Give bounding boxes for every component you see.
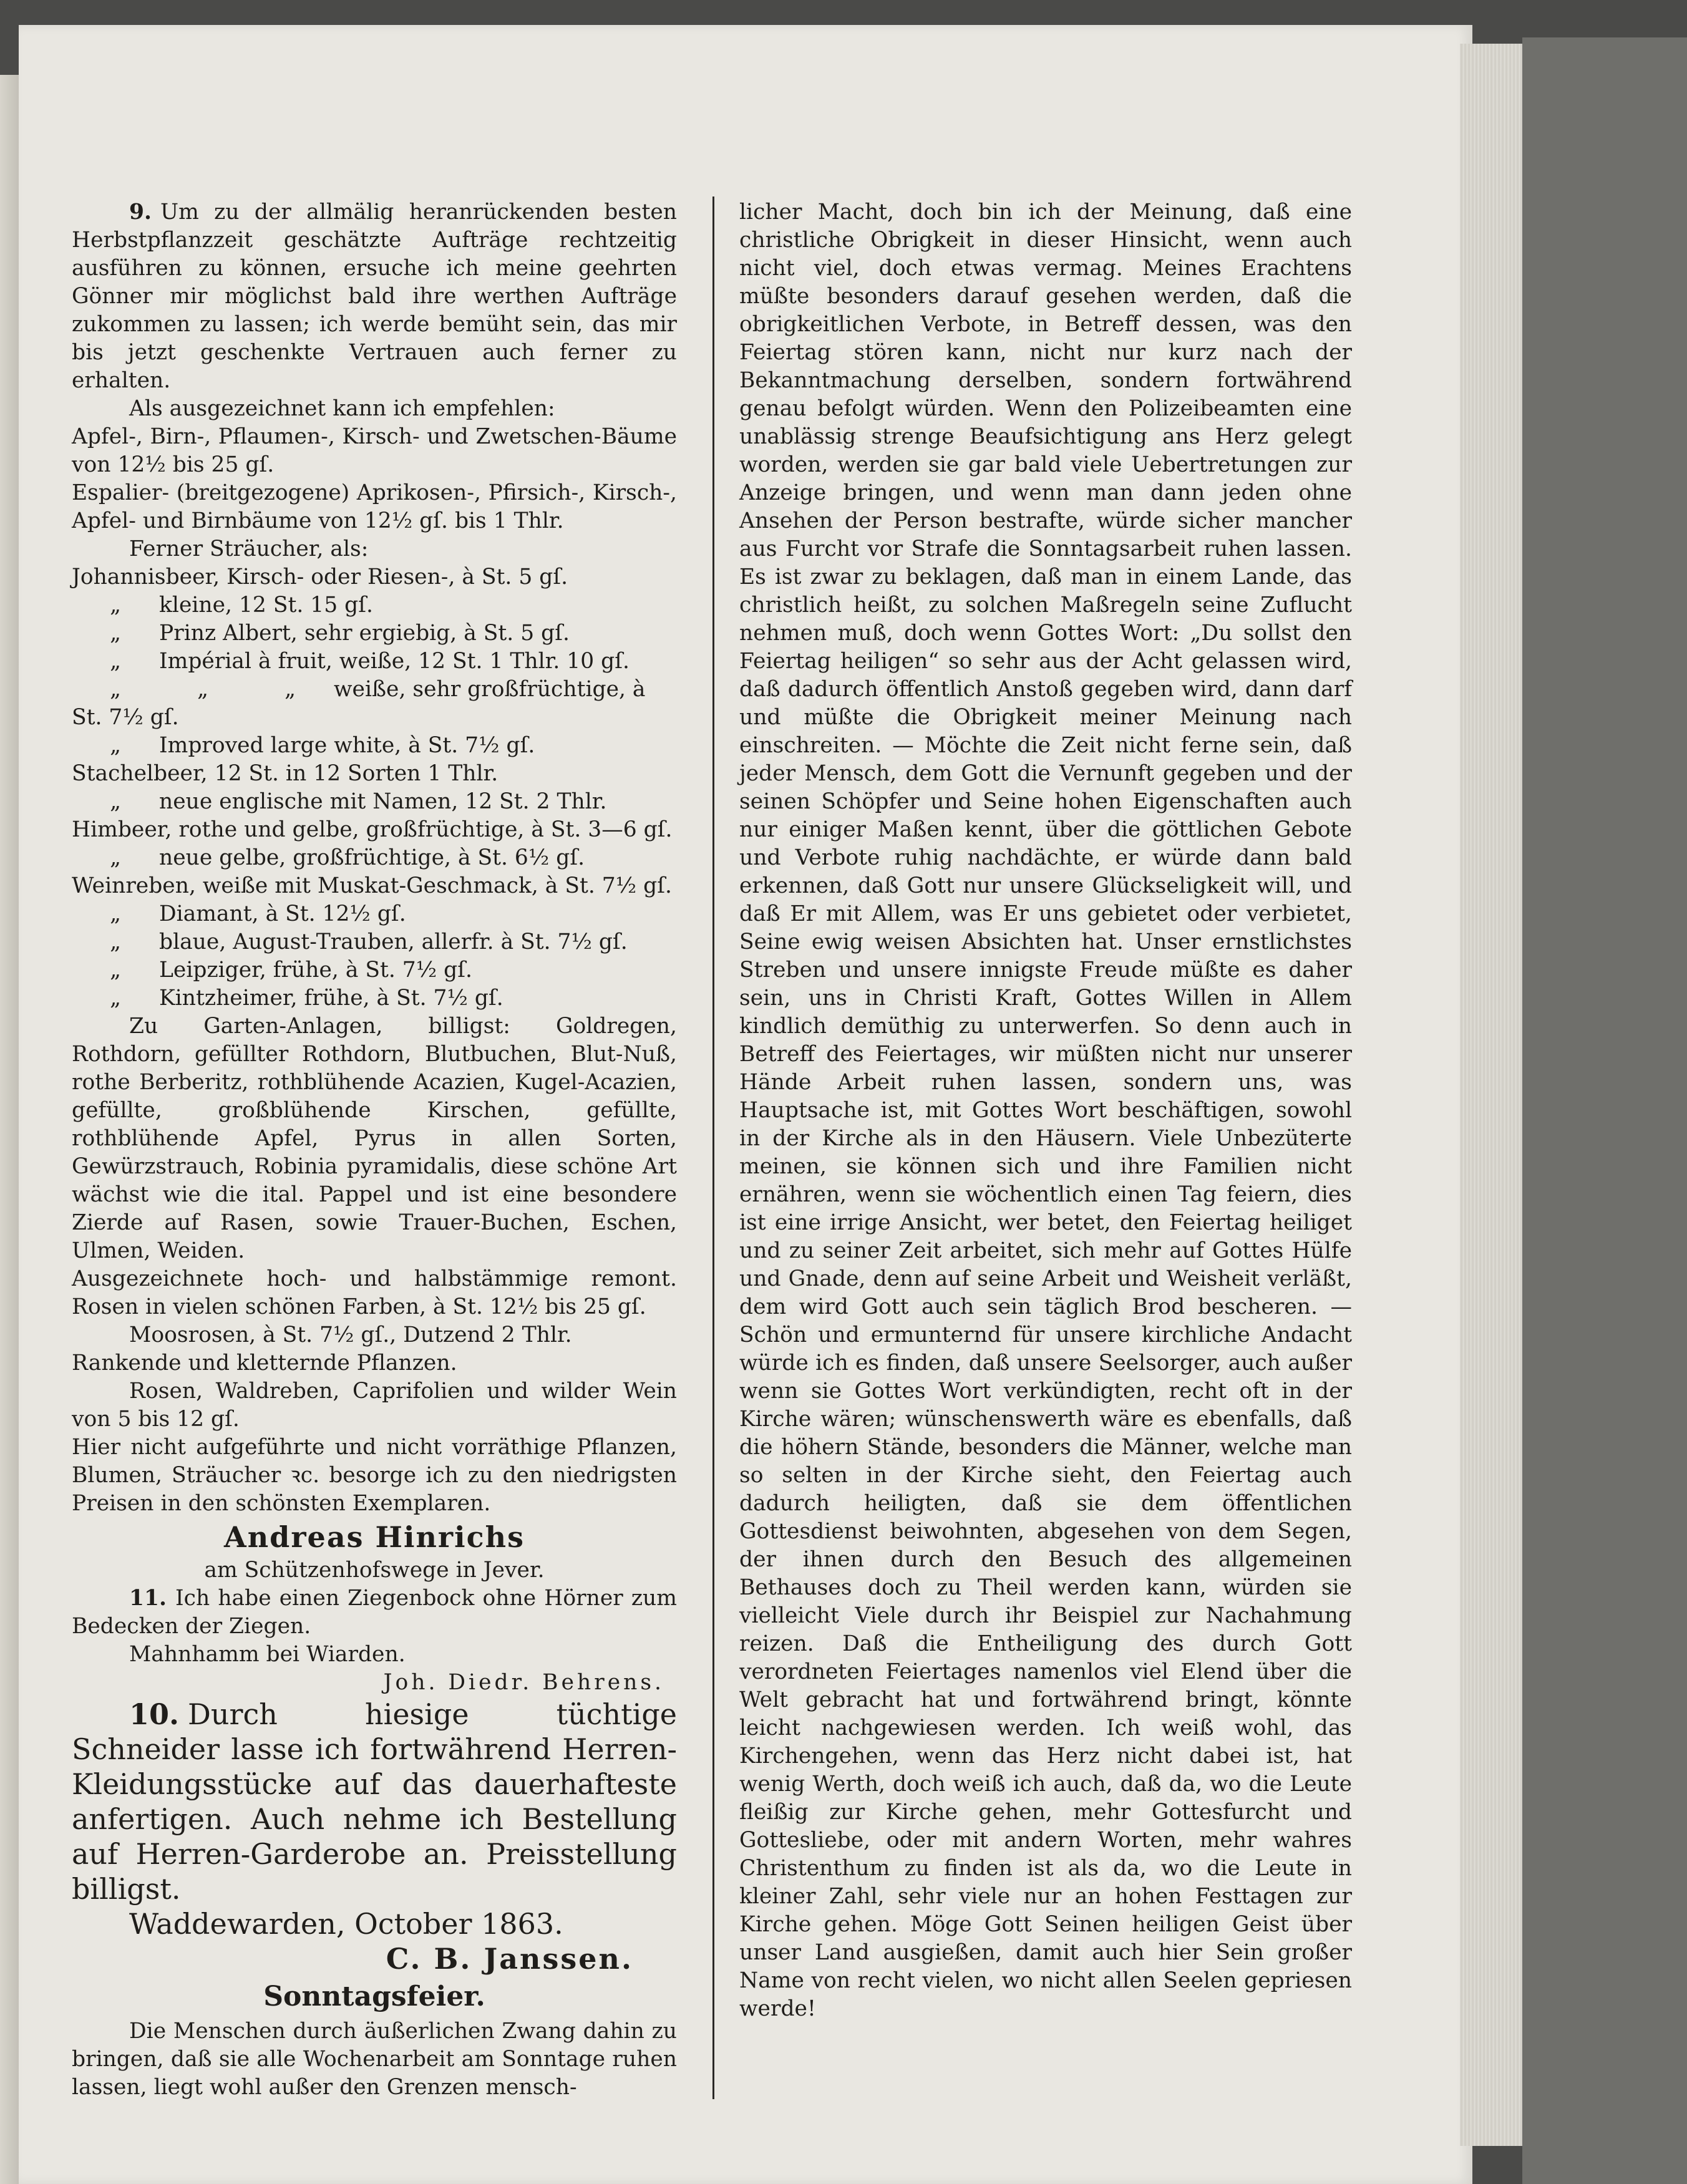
ad-11-place: Mahnhamm bei Wiarden. <box>129 1642 406 1667</box>
price-line: Weinreben, weiße mit Muskat-Geschmack, à St. 7½ gſ. <box>72 873 672 898</box>
price-line: „ Kintzheimer, frühe, à St. 7½ gſ. <box>110 986 503 1011</box>
ad-9-climbers: Rankende und kletternde Pflanzen. <box>72 1351 457 1376</box>
ad-9-intro: 9. Um zu der allmälig heranrückenden besten Herbstpflanzzeit geschätzte Aufträge rechtzeitig ausführen zu können, ersuche ich meine geehrten Gönner mir möglichst bald ihre werthen Aufträge zukommen zu lassen; ich werde bemüht sein, das mir bis jetzt geschenkte Vertrauen auch ferner zu erhalten. <box>72 200 677 393</box>
price-line: Stachelbeer, 12 St. in 12 Sorten 1 Thlr. <box>72 761 498 786</box>
ad-9-trees-1: Apfel-, Birn-, Pflaumen-, Kirsch- und Zwetschen-Bäume von 12½ bis 25 gſ. <box>72 424 677 477</box>
price-line: „ blaue, August-Trauben, allerfr. à St. 7½ gſ. <box>110 929 628 954</box>
price-line: „ neue englische mit Namen, 12 St. 2 Thlr. <box>110 789 607 814</box>
article-heading: Sonntagsfeier. <box>263 1981 485 2012</box>
book-cover <box>1522 37 1687 2184</box>
ad-10-place-date: Waddewarden, October 1863. <box>129 1907 563 1941</box>
ad-9-address: am Schützenhofswege in Jever. <box>204 1558 545 1583</box>
right-column <box>739 198 1352 2023</box>
price-line: „ Prinz Albert, sehr ergiebig, à St. 5 gſ. <box>110 621 570 646</box>
price-line: „ neue gelbe, großfrüchtige, à St. 6½ gſ. <box>110 845 585 870</box>
ad-9-gardens: Zu Garten-Anlagen, billigst: Goldregen, Rothdorn, gefüllter Rothdorn, Blutbuchen, Blut-Nuß, rothe Berberitz, rothblühende Acazien, Kugel-Acazien, gefüllte, großblühende Kirschen, gefüllte, rothblühende Apfel, Pyrus in allen Sorten, Gewürzstrauch, Robinia pyramidalis, diese schöne Art wächst wie die ital. Pappel und ist eine besondere Zierde auf Rasen, sowie Trauer-Buchen, Eschen, Ulmen, Weiden. <box>72 1014 677 1263</box>
column-divider <box>712 197 714 2099</box>
price-line: „ Leipziger, frühe, à St. 7½ gſ. <box>110 958 472 983</box>
ad-9-trees-2: Espalier- (breitgezogene) Aprikosen-, Pfirsich-, Kirsch-, Apfel- und Birnbäume von 12½ gſ. bis 1 Thlr. <box>72 480 677 533</box>
page-stack-edge <box>1460 44 1529 2146</box>
ad-9-climbers-2: Rosen, Waldreben, Caprifolien und wilder Wein von 5 bis 12 gſ. <box>72 1379 677 1432</box>
ad-11-signature: Joh. Diedr. Behrens. <box>383 1670 664 1695</box>
ad-9-shrubs-intro: Ferner Sträucher, als: <box>129 536 369 561</box>
price-line: „ „ „ weiße, sehr großfrüchtige, à St. 7½ gſ. <box>72 677 646 730</box>
article-continuation: licher Macht, doch bin ich der Meinung, daß eine christliche Obrigkeit in dieser Hinsicht, wenn auch nicht viel, doch etwas vermag. Meines Erachtens müßte besonders darauf gesehen werden, daß die obrigkeitlichen Verbote, in Betreff dessen, was den Feiertag stören kann, nicht nur kurz nach der Bekanntmachung derselben, sondern fortwährend genau befolgt würden. Wenn den Polizeibeamten eine unablässig strenge Beaufsichtigung ans Herz gelegt worden, werden sie gar bald viele Uebertretungen zur Anzeige bringen, und wenn man dann jeden ohne Ansehen der Person bestrafte, würde sicher mancher aus Furcht vor Strafe die Sonntagsarbeit ruhen lassen. Es ist zwar zu beklagen, daß man in einem Lande, das christlich heißt, zu solchen Maßregeln seine Zuflucht nehmen muß, doch wenn Gottes Wort: „Du sollst den Feiertag heiligen“ so sehr aus der Acht gelassen wird, daß dadurch öffentlich Anstoß gegeben wird, dann darf und müßte die Obrigkeit meiner Meinung nach einschreiten. — Möchte die Zeit nicht ferne sein, daß jeder Mensch, dem Gott die Vernunft gegeben und der seinen Schöpfer und Seine hohen Eigenschaften auch nur einiger Maßen kennt, über die göttlichen Gebote und Verbote ruhig nachdächte, er würde dann bald erkennen, daß Gott nur unsere Glückseligkeit will, und daß Er mit Allem, was Er uns gebietet oder verbietet, Seine ewig weisen Absichten hat. Unser ernstlichstes Streben und unsere innigste Freude müßte es daher sein, uns in Christi Kraft, Gottes Willen in Allem kindlich demüthig zu unterwerfen. So denn auch in Betreff des Feiertages, wir müßten nicht nur unserer Hände Arbeit ruhen lassen, sondern uns, was Hauptsache ist, mit Gottes Wort beschäftigen, sowohl in der Kirche als in den Häusern. Viele Unbezüterte meinen, sie können sich und ihre Familien nicht ernähren, wenn sie wöchentlich einen Tag feiern, dies ist eine irrige Ansicht, wer betet, den Feiertag heiliget und zu seiner Zeit arbeitet, sich mehr auf Gottes Hülfe und Gnade, denn auf seine Arbeit und Weisheit verläßt, dem wird Gott auch sein täglich Brod bescheren. — Schön und ermunternd für unsere kirchliche Andacht würde ich es finden, daß unsere Seelsorger, auch außer wenn sie Gottes Wort verkündigten, recht oft in der Kirche wären; wünschenswerth wäre es ebenfalls, daß die höhern Stände, besonders die Männer, welche man so selten in der Kirche sieht, den Feiertag auch dadurch heiligten, daß sie dem öffentlichen Gottesdienst beiwohnten, abgesehen von dem Segen, der ihnen durch den Besuch des allgemeinen Bethauses doch zu Theil werden kann, würden sie vielleicht Viele durch ihr Beispiel zur Nachahmung reizen. Daß die Entheiligung des durch Gott verordneten Feiertages namenlos viel Elend über die Welt gebracht hat und fortwährend bringt, könnte leicht nachgewiesen werden. Ich weiß wohl, das Kirchengehen, wenn das Herz nicht dabei ist, hat wenig Werth, doch weiß ich auch, daß da, wo die Leute fleißig zur Kirche gehen, mehr Gottesfurcht und Gottesliebe, oder mit andern Worten, mehr wahres Christenthum zu finden ist als da, wo die Leute in kleiner Zahl, sehr viele nur an hohen Festtagen zur Kirche gehen. Möge Gott Seinen heiligen Geist über unser Land ausgießen, damit auch hier Sein großer Name von recht vielen, wo nicht allen Seelen gepriesen werde! <box>739 200 1352 2021</box>
ad-9-signature: Andreas Hinrichs <box>224 1520 525 1554</box>
article-start: Die Menschen durch äußerlichen Zwang dahin zu bringen, daß sie alle Wochenarbeit am Sonntage ruhen lassen, liegt wohl außer den Grenzen mensch- <box>72 2019 677 2100</box>
ad-9-misc: Hier nicht aufgeführte und nicht vorräthige Pflanzen, Blumen, Sträucher ꝛc. besorge ich zu den niedrigsten Preisen in den schönsten Exemplaren. <box>72 1435 677 1516</box>
price-line: „ Improved large white, à St. 7½ gſ. <box>110 733 535 758</box>
price-line: „ kleine, 12 St. 15 gſ. <box>110 593 373 618</box>
ad-10-signature: C. B. Janssen. <box>386 1942 633 1976</box>
price-line: „ Diamant, à St. 12½ gſ. <box>110 901 406 926</box>
price-line: Himbeer, rothe und gelbe, großfrüchtige, à St. 3—6 gſ. <box>72 817 673 842</box>
ad-11-text: 11. Ich habe einen Ziegenbock ohne Hörner zum Bedecken der Ziegen. <box>72 1586 677 1639</box>
ad-9-roses-2: Moosrosen, à St. 7½ gſ., Dutzend 2 Thlr. <box>129 1323 572 1347</box>
left-column <box>72 198 677 2102</box>
ad-10-text: 10. Durch hiesige tüchtige Schneider lasse ich fortwährend Herren-Kleidungsstücke auf das dauerhafteste anfertigen. Auch nehme ich Bestellung auf Herren-Garderobe an. Preisstellung billigst. <box>72 1697 677 1906</box>
price-line: Johannisbeer, Kirsch- oder Riesen-, à St. 5 gſ. <box>72 565 568 590</box>
ad-9-roses-1: Ausgezeichnete hoch- und halbstämmige remont. Rosen in vielen schönen Farben, à St. 12½ bis 25 gſ. <box>72 1266 677 1319</box>
price-line: „ Impérial à fruit, weiße, 12 St. 1 Thlr. 10 gſ. <box>110 649 630 674</box>
ad-9-recommend: Als ausgezeichnet kann ich empfehlen: <box>129 396 555 421</box>
